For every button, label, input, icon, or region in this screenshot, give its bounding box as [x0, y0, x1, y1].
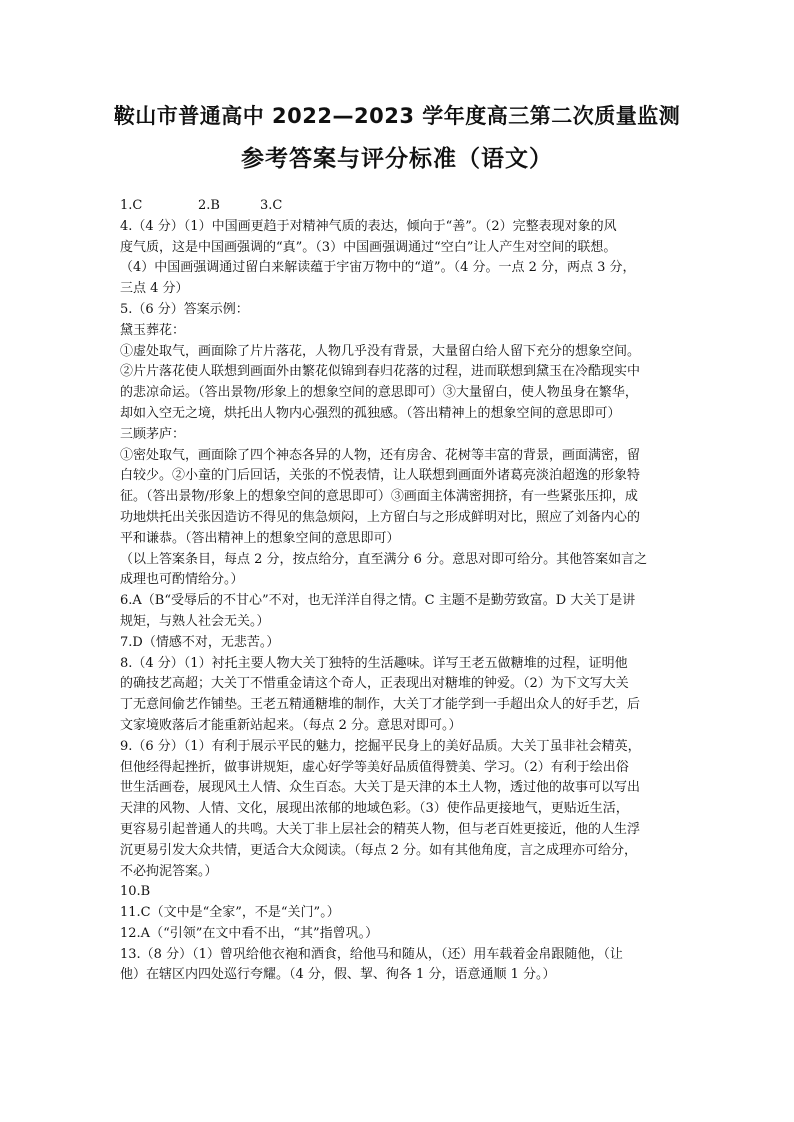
text-line: 平和谦恭。（答出精神上的想象空间的意思即可）	[120, 530, 400, 546]
text-line: 4.（4 分）（1）中国画更趋于对精神气质的表达，倾向于“善”。（2）完整表现对象的风	[120, 218, 617, 234]
text-line: 的悲凉命运。（答出景物/形象上的想象空间的意思即可）③大量留白，使人物虽身在繁华，	[120, 385, 638, 401]
text-line: 13.（8 分）（1）曾巩给他衣袍和酒食，给他马和随从，（还）用车载着金帛跟随他，（让	[120, 946, 623, 962]
text-line: 三点 4 分）	[120, 281, 189, 297]
text-line: （以上答案条目，每点 2 分，按点给分，直至满分 6 分。意思对即可给分。其他答案如言之	[120, 551, 648, 567]
answer-body	[120, 196, 678, 986]
text-line: 文家境败落后才能重新站起来。（每点 2 分。意思对即可。）	[120, 717, 462, 733]
text-line: 却如入空无之境，烘托出人物内心强烈的孤独感。（答出精神上的想象空间的意思即可）	[120, 405, 621, 421]
document-subtitle: 参考答案与评分标准（语文）	[241, 146, 553, 172]
answer-3: 3.C	[260, 198, 283, 213]
text-line: 不必拘泥答案。）	[120, 863, 218, 879]
text-line: 12.A（“引领”在文中看不出，“其”指曾巩。）	[120, 925, 379, 941]
document-title: 鞍山市普通高中 2022—2023 学年度高三第二次质量监测	[113, 104, 681, 128]
text-line: 6.A（B“受辱后的不甘心”不对，也无洋洋自得之情。C 主题不是勤劳致富。D 大关丁是讲	[120, 593, 636, 609]
text-line: 白较少。②小童的门后回话，关张的不悦表情，让人联想到画面外诸葛亮淡泊超逸的形象特	[120, 468, 641, 484]
text-line: 天津的风物、人情、文化，展现出浓郁的地域色彩。（3）使作品更接地气，更贴近生活，	[120, 801, 629, 817]
text-line: 三顾茅庐：	[120, 426, 186, 442]
text-line: 功地烘托出关张因造访不得见的焦急烦闷，上方留白与之形成鲜明对比，照应了刘备内心的	[120, 509, 641, 525]
text-line: 黛玉葬花：	[120, 322, 186, 338]
text-line: 的确技艺高超；大关丁不惜重金请这个奇人，正表现出对糖堆的钟爱。（2）为下文写大关	[120, 676, 629, 692]
text-line: 7.D（情感不对，无悲苦。）	[120, 634, 280, 650]
text-line: 征。（答出景物/形象上的想象空间的意思即可）③画面主体满密拥挤，有一些紧张压抑，成	[120, 489, 638, 505]
text-line: 8.（4 分）（1）衬托主要人物大关丁独特的生活趣味。详写王老五做糖堆的过程，证明他	[120, 655, 628, 671]
text-line: 沉更易引发大众共情，更适合大众阅读。（每点 2 分。如有其他角度，言之成理亦可给分，	[120, 842, 638, 858]
text-line: 11.C（文中是“全家”，不是“关门”。）	[120, 905, 340, 921]
text-line: （4）中国画强调通过留白来解读蕴于宇宙万物中的“道”。（4 分。一点 2 分，两点 3 分，	[120, 260, 636, 276]
text-line: 更容易引起普通人的共鸣。大关丁非上层社会的精英人物，但与老百姓更接近，他的人生浮	[120, 821, 641, 837]
text-line: 9.（6 分）（1）有利于展示平民的魅力，挖掘平民身上的美好品质。大关丁虽非社会精英，	[120, 738, 641, 754]
text-line: 但他经得起挫折，做事讲规矩，虚心好学等美好品质值得赞美、学习。（2）有利于绘出俗	[120, 759, 629, 775]
multiple-choice-answers-row	[120, 196, 678, 217]
text-line: 10.B	[120, 884, 151, 900]
text-line: ②片片落花使人联想到画面外由繁花似锦到春归花落的过程，进而联想到黛玉在冷酷现实中	[120, 364, 641, 380]
text-line: ①密处取气，画面除了四个神态各异的人物，还有房舍、花树等丰富的背景，画面满密，留	[120, 447, 641, 463]
answer-1: 1.C	[120, 198, 143, 213]
text-line: 5.（6 分）答案示例：	[120, 301, 249, 317]
text-line: 成理也可酌情给分。）	[120, 572, 244, 588]
text-line: 他）在辖区内四处巡行夸耀。（4 分，假、挈、徇各 1 分，语意通顺 1 分。）	[120, 967, 556, 983]
text-line: ①虚处取气，画面除了片片落花，人物几乎没有背景，大量留白给人留下充分的想象空间。	[120, 343, 641, 359]
text-line: 度气质，这是中国画强调的“真”。（3）中国画强调通过“空白”让人产生对空间的联想。	[120, 239, 617, 255]
text-line: 规矩，与熟人社会无关。）	[120, 613, 270, 629]
answer-2: 2.B	[198, 198, 220, 213]
text-line: 丁无意间偷艺作铺垫。王老五精通糖堆的制作，大关丁才能学到一手超出众人的好手艺，后	[120, 697, 641, 713]
text-line: 世生活画卷，展现风土人情、众生百态。大关丁是天津的本土人物，透过他的故事可以写出	[120, 780, 641, 796]
